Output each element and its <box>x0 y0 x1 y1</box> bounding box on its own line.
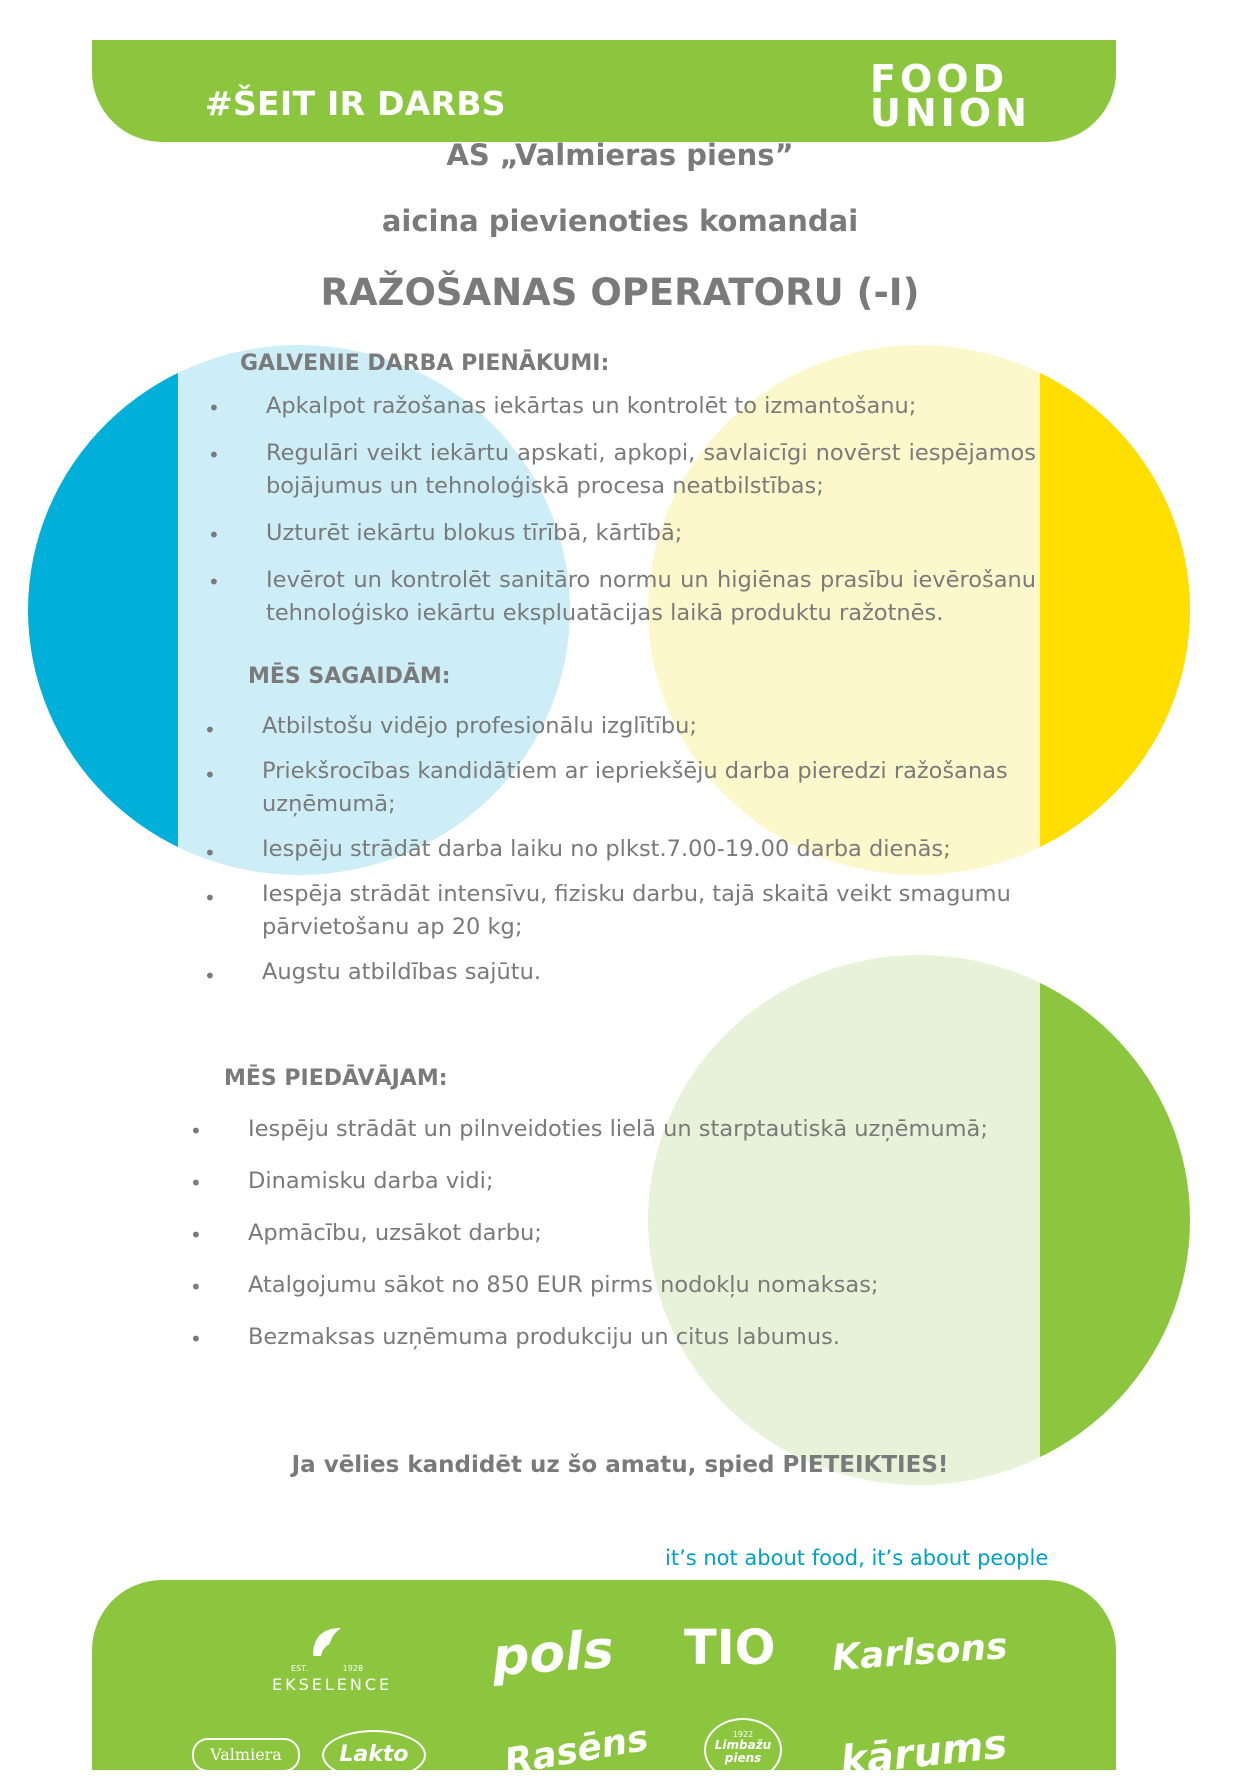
hashtag-title: #ŠEIT IR DARBS <box>205 84 506 123</box>
tagline: it’s not about food, it’s about people <box>665 1546 1049 1570</box>
duties-list <box>266 390 1036 644</box>
list-item: • Ievērot un kontrolēt sanitāro normu un higiēnas prasību ievērošanu tehnoloģisko iekārtu ekspluatācijas laikā produktu ražotnēs. <box>266 564 1036 630</box>
pols-logo: pols <box>490 1619 616 1689</box>
logo-line-union: UNION <box>870 91 1031 135</box>
list-item: • Bezmaksas uzņēmuma produkciju un citus labumus. <box>248 1321 1048 1373</box>
offers-list <box>248 1113 1048 1373</box>
ekselence-emblem-icon <box>307 1622 347 1662</box>
list-item: • Priekšrocības kandidātiem ar iepriekšēju darba pieredzi ražošanas uzņēmumā; <box>262 755 1022 821</box>
list-item: • Atalgojumu sākot no 850 EUR pirms nodokļu nomaksas; <box>248 1269 1048 1321</box>
limbazu-piens-logo <box>704 1718 782 1782</box>
requirements-list <box>262 710 1022 1001</box>
ekselence-est: EST. <box>290 1664 308 1673</box>
karlsons-logo: Karlsons <box>830 1625 1009 1680</box>
list-item: • Iespēju strādāt un pilnveidoties lielā un starptautiskā uzņēmumā; <box>248 1113 1048 1165</box>
rasens-logo: Rasēns <box>501 1717 652 1784</box>
limbazu-year: 1922 <box>732 1730 754 1739</box>
valmiera-logo: Valmiera <box>192 1738 300 1772</box>
logo-line-food: FOOD <box>870 57 1009 101</box>
list-item: • Regulāri veikt iekārtu apskati, apkopi, savlaicīgi novērst iespējamos bojājumus un tehnoloģiskā procesa neatbilstības; <box>266 437 1036 503</box>
list-item: • Augstu atbildības sajūtu. <box>262 956 1022 989</box>
list-item: • Apkalpot ražošanas iekārtas un kontrolēt to izmantošanu; <box>266 390 1036 423</box>
apply-call-to-action: Ja vēlies kandidēt uz šo amatu, spied PIETEIKTIES! <box>291 1452 949 1478</box>
list-item: • Apmācību, uzsākot darbu; <box>248 1217 1048 1269</box>
list-item: • Uzturēt iekārtu blokus tīrībā, kārtībā; <box>266 517 1036 550</box>
list-item: • Iespēju strādāt darba laiku no plkst.7.00-19.00 darba dienās; <box>262 833 1022 866</box>
offers-title: MĒS PIEDĀVĀJAM: <box>224 1066 448 1091</box>
invite-text: aicina pievienoties komandai <box>381 204 859 238</box>
company-name: AS „Valmieras piens” <box>446 138 794 172</box>
lakto-logo: Lakto <box>322 1730 426 1780</box>
requirements-title: MĒS SAGAIDĀM: <box>248 664 451 689</box>
list-item: • Atbilstošu vidējo profesionālu izglītību; <box>262 710 1022 743</box>
ekselence-year: 1928 <box>342 1664 364 1673</box>
list-item: • Dinamisku darba vidi; <box>248 1165 1048 1217</box>
karums-logo: kārums <box>838 1721 1010 1785</box>
ekselence-text: EKSELENCE <box>272 1675 393 1694</box>
ekselence-logo <box>272 1622 393 1694</box>
duties-title: GALVENIE DARBA PIENĀKUMI: <box>240 351 610 376</box>
list-item: • Iespēja strādāt intensīvu, fizisku darbu, tajā skaitā veikt smagumu pārvietošanu ap 20 kg; <box>262 878 1022 944</box>
footer-brands-bar <box>92 1580 1116 1785</box>
job-title: RAŽOŠANAS OPERATORU (-I) <box>320 271 920 314</box>
food-union-logo <box>870 57 1031 135</box>
tio-logo: TIO <box>684 1620 776 1676</box>
limbazu-text: Limbažu piens <box>714 1738 772 1765</box>
